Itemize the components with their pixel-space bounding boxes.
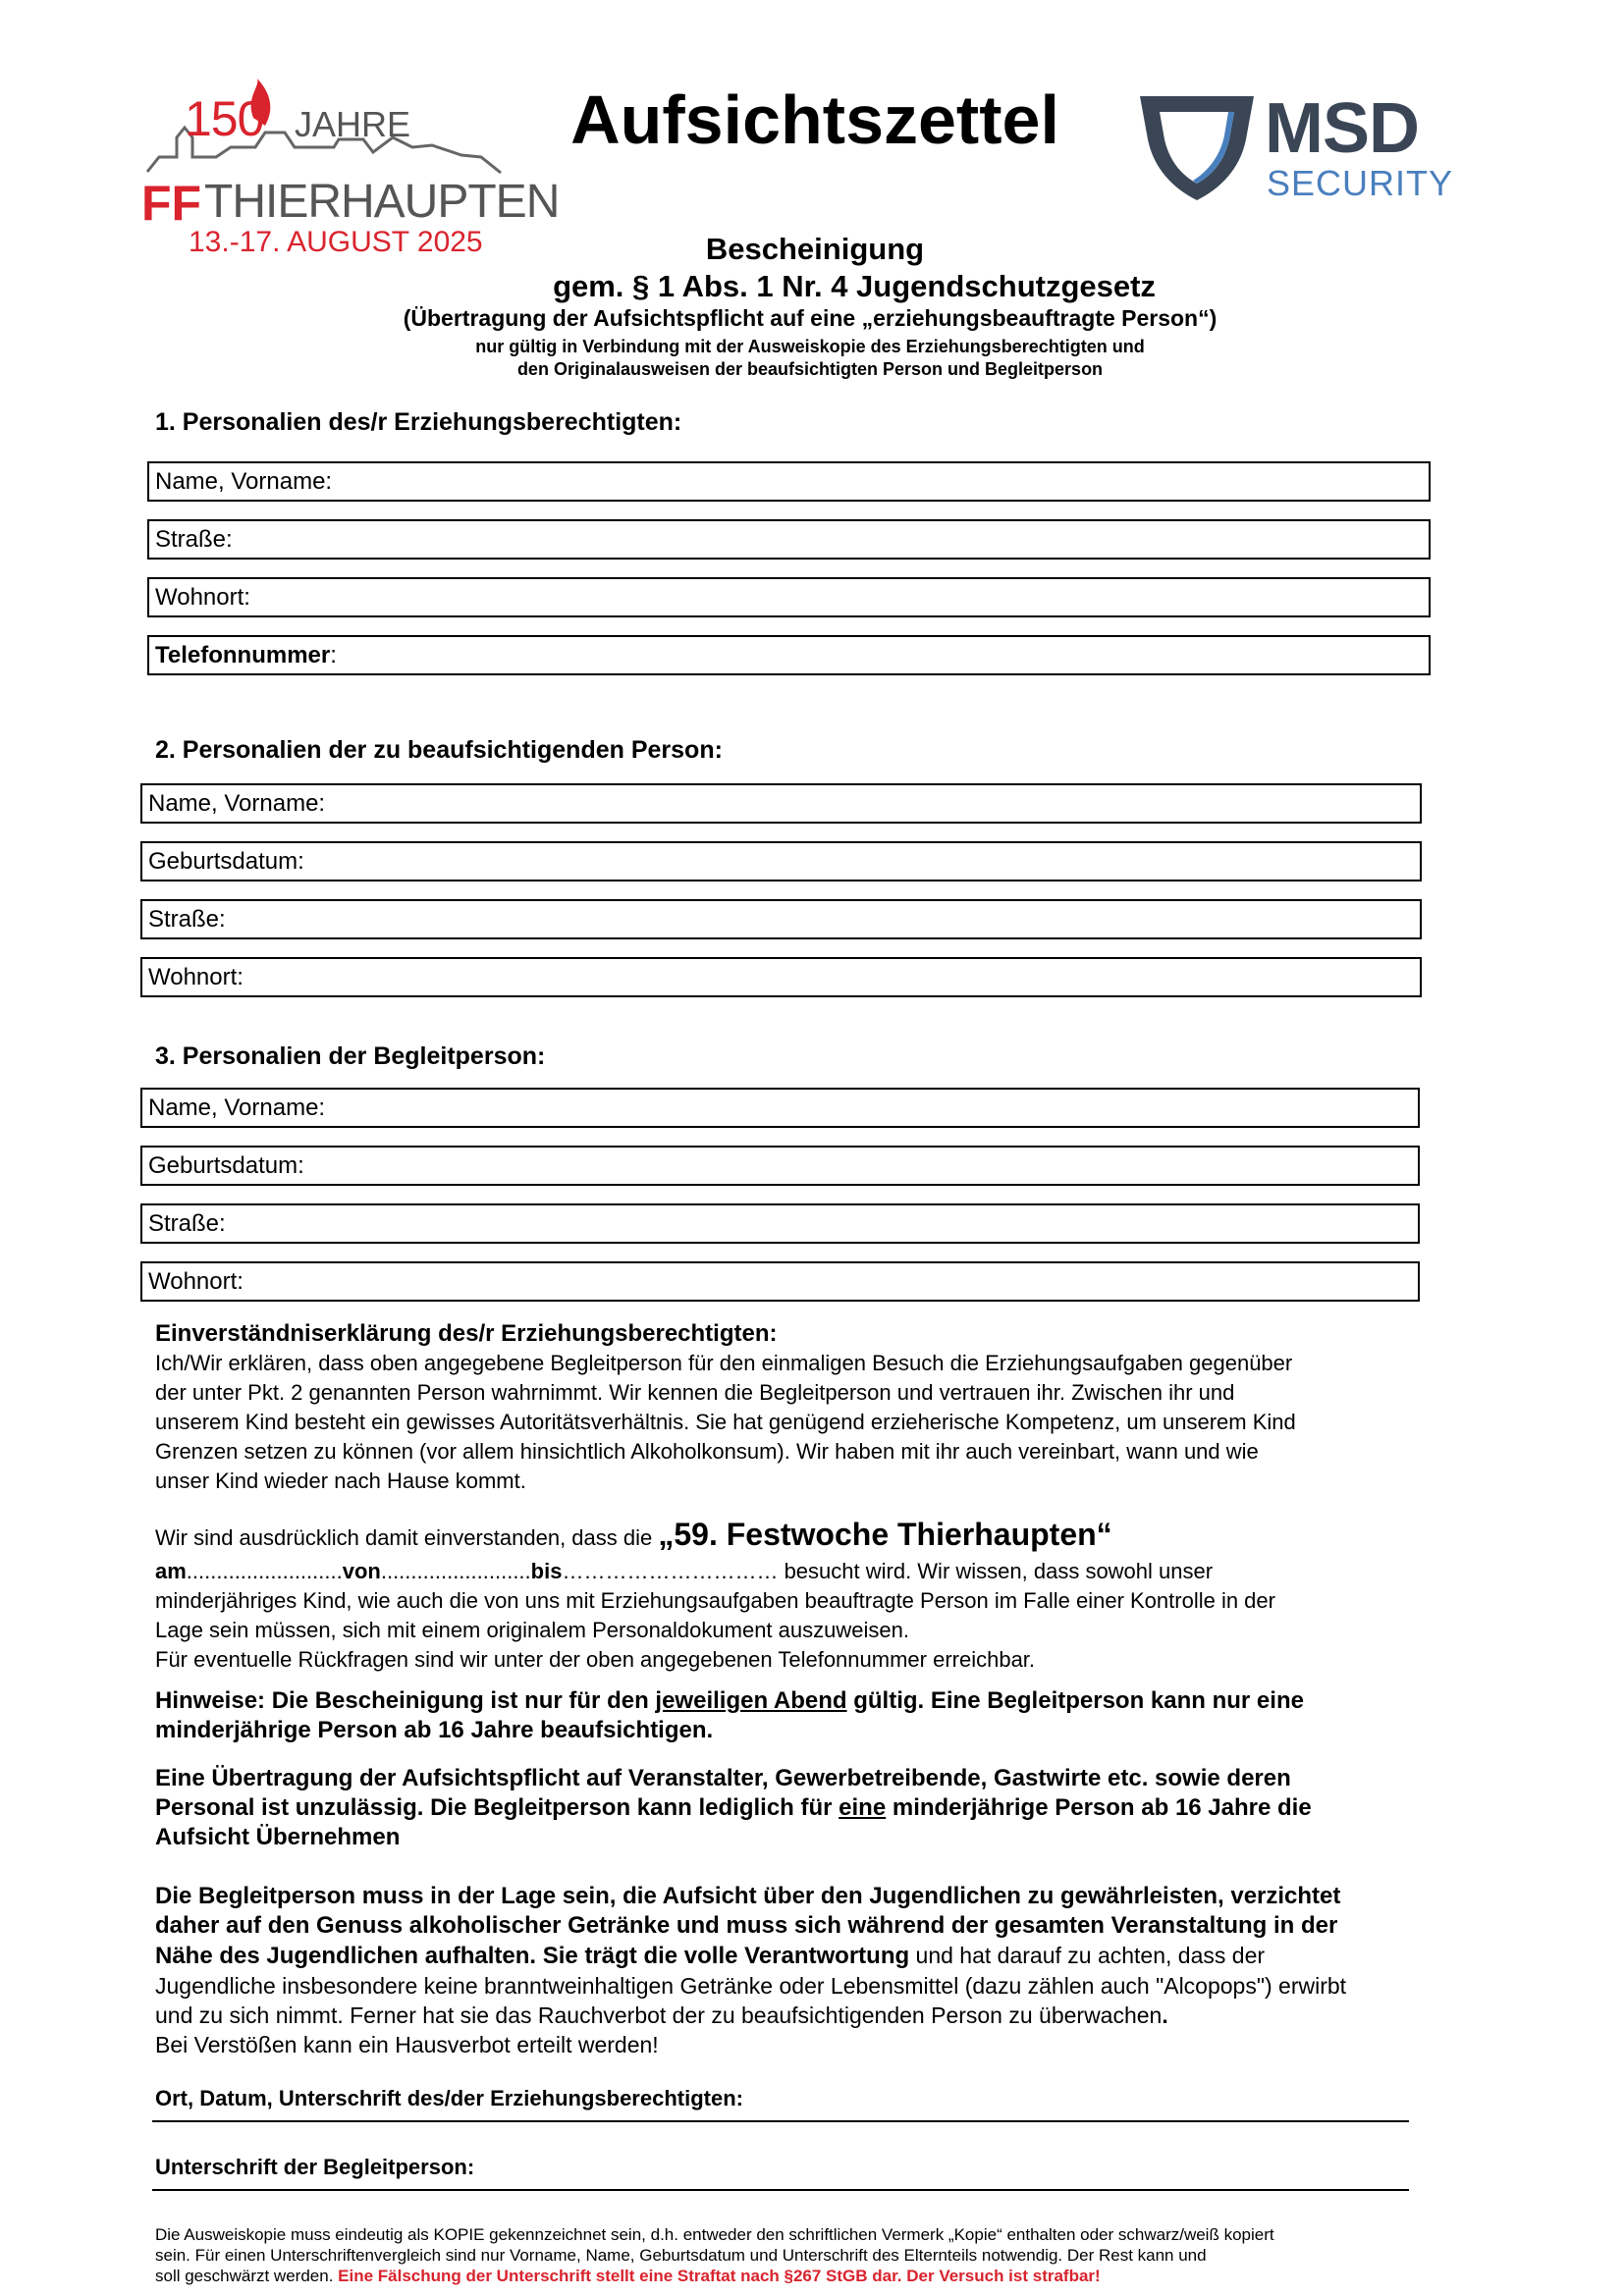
notice-paragraph-2 xyxy=(155,1764,1441,1852)
notice-underlined: jeweiligen Abend xyxy=(655,1687,847,1714)
section3-title: 3. Personalien der Begleitperson: xyxy=(155,1042,546,1070)
companion-city-field[interactable] xyxy=(140,1261,1420,1302)
validity-note-1: nur gültig in Verbindung mit der Ausweiskopie des Erziehungsberechtigten und xyxy=(475,337,1145,356)
footer-line: sein. Für einen Unterschriftenvergleich sind nur Vorname, Name, Geburtsdatum und Unterschrift des Elternteils notwendig. Der Rest kann und xyxy=(155,2246,1207,2265)
field-colon: : xyxy=(330,642,337,668)
field-label: Name, Vorname: xyxy=(148,1095,326,1121)
field-label: Name, Vorname: xyxy=(155,468,333,495)
notice-text: Personal ist unzulässig. Die Begleitperson kann lediglich für xyxy=(155,1794,839,1821)
agreement-line: minderjähriges Kind, wie auch die von uns mit Erziehungsaufgaben beauftragte Person im Falle einer Kontrolle in der xyxy=(155,1588,1275,1613)
minor-city-field[interactable] xyxy=(140,957,1422,997)
companion-signature-line[interactable] xyxy=(152,2189,1409,2191)
am-dots: .......................... xyxy=(186,1559,343,1583)
guardian-city-field[interactable] xyxy=(147,577,1431,617)
field-label: Telefonnummer xyxy=(155,642,331,668)
field-label: Wohnort: xyxy=(155,584,250,611)
consent-section xyxy=(155,1319,1441,1496)
section1-title: 1. Personalien des/r Erziehungsberechtigten: xyxy=(155,408,682,436)
field-label: Geburtsdatum: xyxy=(148,848,304,875)
guardian-phone-field[interactable] xyxy=(147,635,1431,675)
anniversary-number: 150 xyxy=(185,91,264,146)
legal-basis: gem. § 1 Abs. 1 Nr. 4 Jugendschutzgesetz xyxy=(553,269,1156,303)
footer-warning: Eine Fälschung der Unterschrift stellt eine Straftat nach §267 StGB dar. Der Versuch ist strafbar! xyxy=(338,2267,1101,2285)
guardian-signature-label: Ort, Datum, Unterschrift des/der Erziehungsberechtigten: xyxy=(155,2086,743,2110)
certificate-heading: Bescheinigung xyxy=(705,232,925,266)
festival-logo xyxy=(137,79,560,265)
notice-text: und hat darauf zu achten, dass der xyxy=(909,1943,1266,1968)
ff-label: FF xyxy=(141,176,202,231)
notice-text: und zu sich nimmt. Ferner hat sie das Rauchverbot der zu beaufsichtigenden Person zu überwachen xyxy=(155,2002,1163,2028)
bis-label: bis xyxy=(530,1559,563,1583)
consent-title: Einverständniserklärung des/r Erziehungsberechtigten: xyxy=(155,1320,778,1347)
field-label: Geburtsdatum: xyxy=(148,1152,304,1179)
companion-signature-label: Unterschrift der Begleitperson: xyxy=(155,2155,475,2179)
consent-line: Grenzen setzen zu können (vor allem hinsichtlich Alkoholkonsum). Wir haben mit ihr auch vereinbart, wann und wie xyxy=(155,1439,1259,1464)
footer-note xyxy=(155,2224,1441,2286)
agreement-prefix: Wir sind ausdrücklich damit einverstanden, dass die xyxy=(155,1525,659,1550)
festival-dates: 13.-17. AUGUST 2025 xyxy=(189,226,483,258)
am-label: am xyxy=(155,1559,187,1583)
notice-text: minderjährige Person ab 16 Jahre die xyxy=(886,1794,1312,1821)
field-label: Wohnort: xyxy=(148,964,244,990)
companion-birthdate-field[interactable] xyxy=(140,1146,1420,1186)
notice-paragraph-1 xyxy=(155,1686,1441,1745)
notice-text: Nähe des Jugendlichen aufhalten. Sie trägt die volle Verantwortung xyxy=(155,1943,910,1969)
footer-line: soll geschwärzt werden. xyxy=(155,2267,339,2285)
consent-line: unserem Kind besteht ein gewisses Autoritätsverhältnis. Sie hat genügend erzieherische Kompetenz, um unserem Kind xyxy=(155,1410,1296,1434)
field-label: Name, Vorname: xyxy=(148,790,326,817)
event-name: „59. Festwoche Thierhaupten“ xyxy=(658,1517,1112,1552)
agreement-line: Lage sein müssen, sich mit einem originalem Personaldokument auszuweisen. xyxy=(155,1618,909,1642)
notice-text: Die Begleitperson muss in der Lage sein, die Aufsicht über den Jugendlichen zu gewährleisten, verzichtet xyxy=(155,1883,1341,1909)
notice-text: Hinweise: Die Bescheinigung ist nur für den xyxy=(155,1687,656,1714)
notice-text: minderjährige Person ab 16 Jahre beaufsichtigen. xyxy=(155,1717,714,1743)
notice-text: gültig. Eine Begleitperson kann nur eine xyxy=(846,1687,1304,1714)
notice-text: daher auf den Genuss alkoholischer Getränke und muss sich während der gesamten Veranstaltung in der xyxy=(155,1912,1338,1939)
bis-dots: ………………………… xyxy=(562,1559,779,1583)
notice-text: . xyxy=(1162,2002,1168,2028)
consent-line: unser Kind wieder nach Hause kommt. xyxy=(155,1468,526,1493)
field-label: Straße: xyxy=(155,526,233,553)
minor-street-field[interactable] xyxy=(140,899,1422,939)
guardian-signature-line[interactable] xyxy=(152,2120,1409,2122)
shield-icon xyxy=(1134,90,1260,203)
visit-text: besucht wird. Wir wissen, dass sowohl unser xyxy=(778,1559,1214,1583)
notice-text: Aufsicht Übernehmen xyxy=(155,1824,401,1850)
minor-birthdate-field[interactable] xyxy=(140,841,1422,881)
msd-name: MSD xyxy=(1265,89,1419,168)
companion-street-field[interactable] xyxy=(140,1203,1420,1244)
page-title: Aufsichtszettel xyxy=(570,81,1059,158)
section2-title: 2. Personalien der zu beaufsichtigenden Person: xyxy=(155,736,723,764)
msd-security-label: SECURITY xyxy=(1267,163,1454,203)
validity-note-2: den Originalausweisen der beaufsichtigten Person und Begleitperson xyxy=(516,359,1104,379)
guardian-name-field[interactable] xyxy=(147,461,1431,502)
notice-paragraph-3 xyxy=(155,1882,1441,2059)
guardian-street-field[interactable] xyxy=(147,519,1431,560)
notice-text: Jugendliche insbesondere keine branntweinhaltigen Getränke oder Lebensmittel (dazu zählen auch "Alcopops") erwirbt xyxy=(155,1973,1347,1999)
anniversary-jahre: JAHRE xyxy=(295,104,411,144)
notice-text: Bei Verstößen kann ein Hausverbot erteilt werden! xyxy=(155,2032,659,2057)
msd-security-logo xyxy=(1134,86,1458,209)
field-label: Straße: xyxy=(148,906,226,933)
notice-text: Eine Übertragung der Aufsichtspflicht auf Veranstalter, Gewerbetreibende, Gastwirte etc. sowie deren xyxy=(155,1765,1291,1791)
companion-name-field[interactable] xyxy=(140,1088,1420,1128)
consent-line: Ich/Wir erklären, dass oben angegebene Begleitperson für den einmaligen Besuch die Erziehungsaufgaben gegenüber xyxy=(155,1351,1293,1375)
town-name: THIERHAUPTEN xyxy=(204,176,560,228)
notice-underlined: eine xyxy=(839,1794,887,1821)
field-label: Wohnort: xyxy=(148,1268,244,1295)
minor-name-field[interactable] xyxy=(140,783,1422,824)
field-label: Straße: xyxy=(148,1210,226,1237)
transfer-note: (Übertragung der Aufsichtspflicht auf eine „erziehungsbeauftragte Person“) xyxy=(403,305,1218,331)
footer-line: Die Ausweiskopie muss eindeutig als KOPIE gekennzeichnet sein, d.h. entweder den schriftlichen Vermerk „Kopie“ enthalten oder schwarz/weiß kopiert xyxy=(155,2225,1274,2244)
von-label: von xyxy=(342,1559,381,1583)
consent-line: der unter Pkt. 2 genannten Person wahrnimmt. Wir kennen die Begleitperson und vertrauen ihr. Zwischen ihr und xyxy=(155,1380,1235,1405)
agreement-section xyxy=(155,1516,1441,1675)
von-dots: ......................... xyxy=(380,1559,531,1583)
agreement-line: Für eventuelle Rückfragen sind wir unter der oben angegebenen Telefonnummer erreichbar. xyxy=(155,1647,1036,1672)
